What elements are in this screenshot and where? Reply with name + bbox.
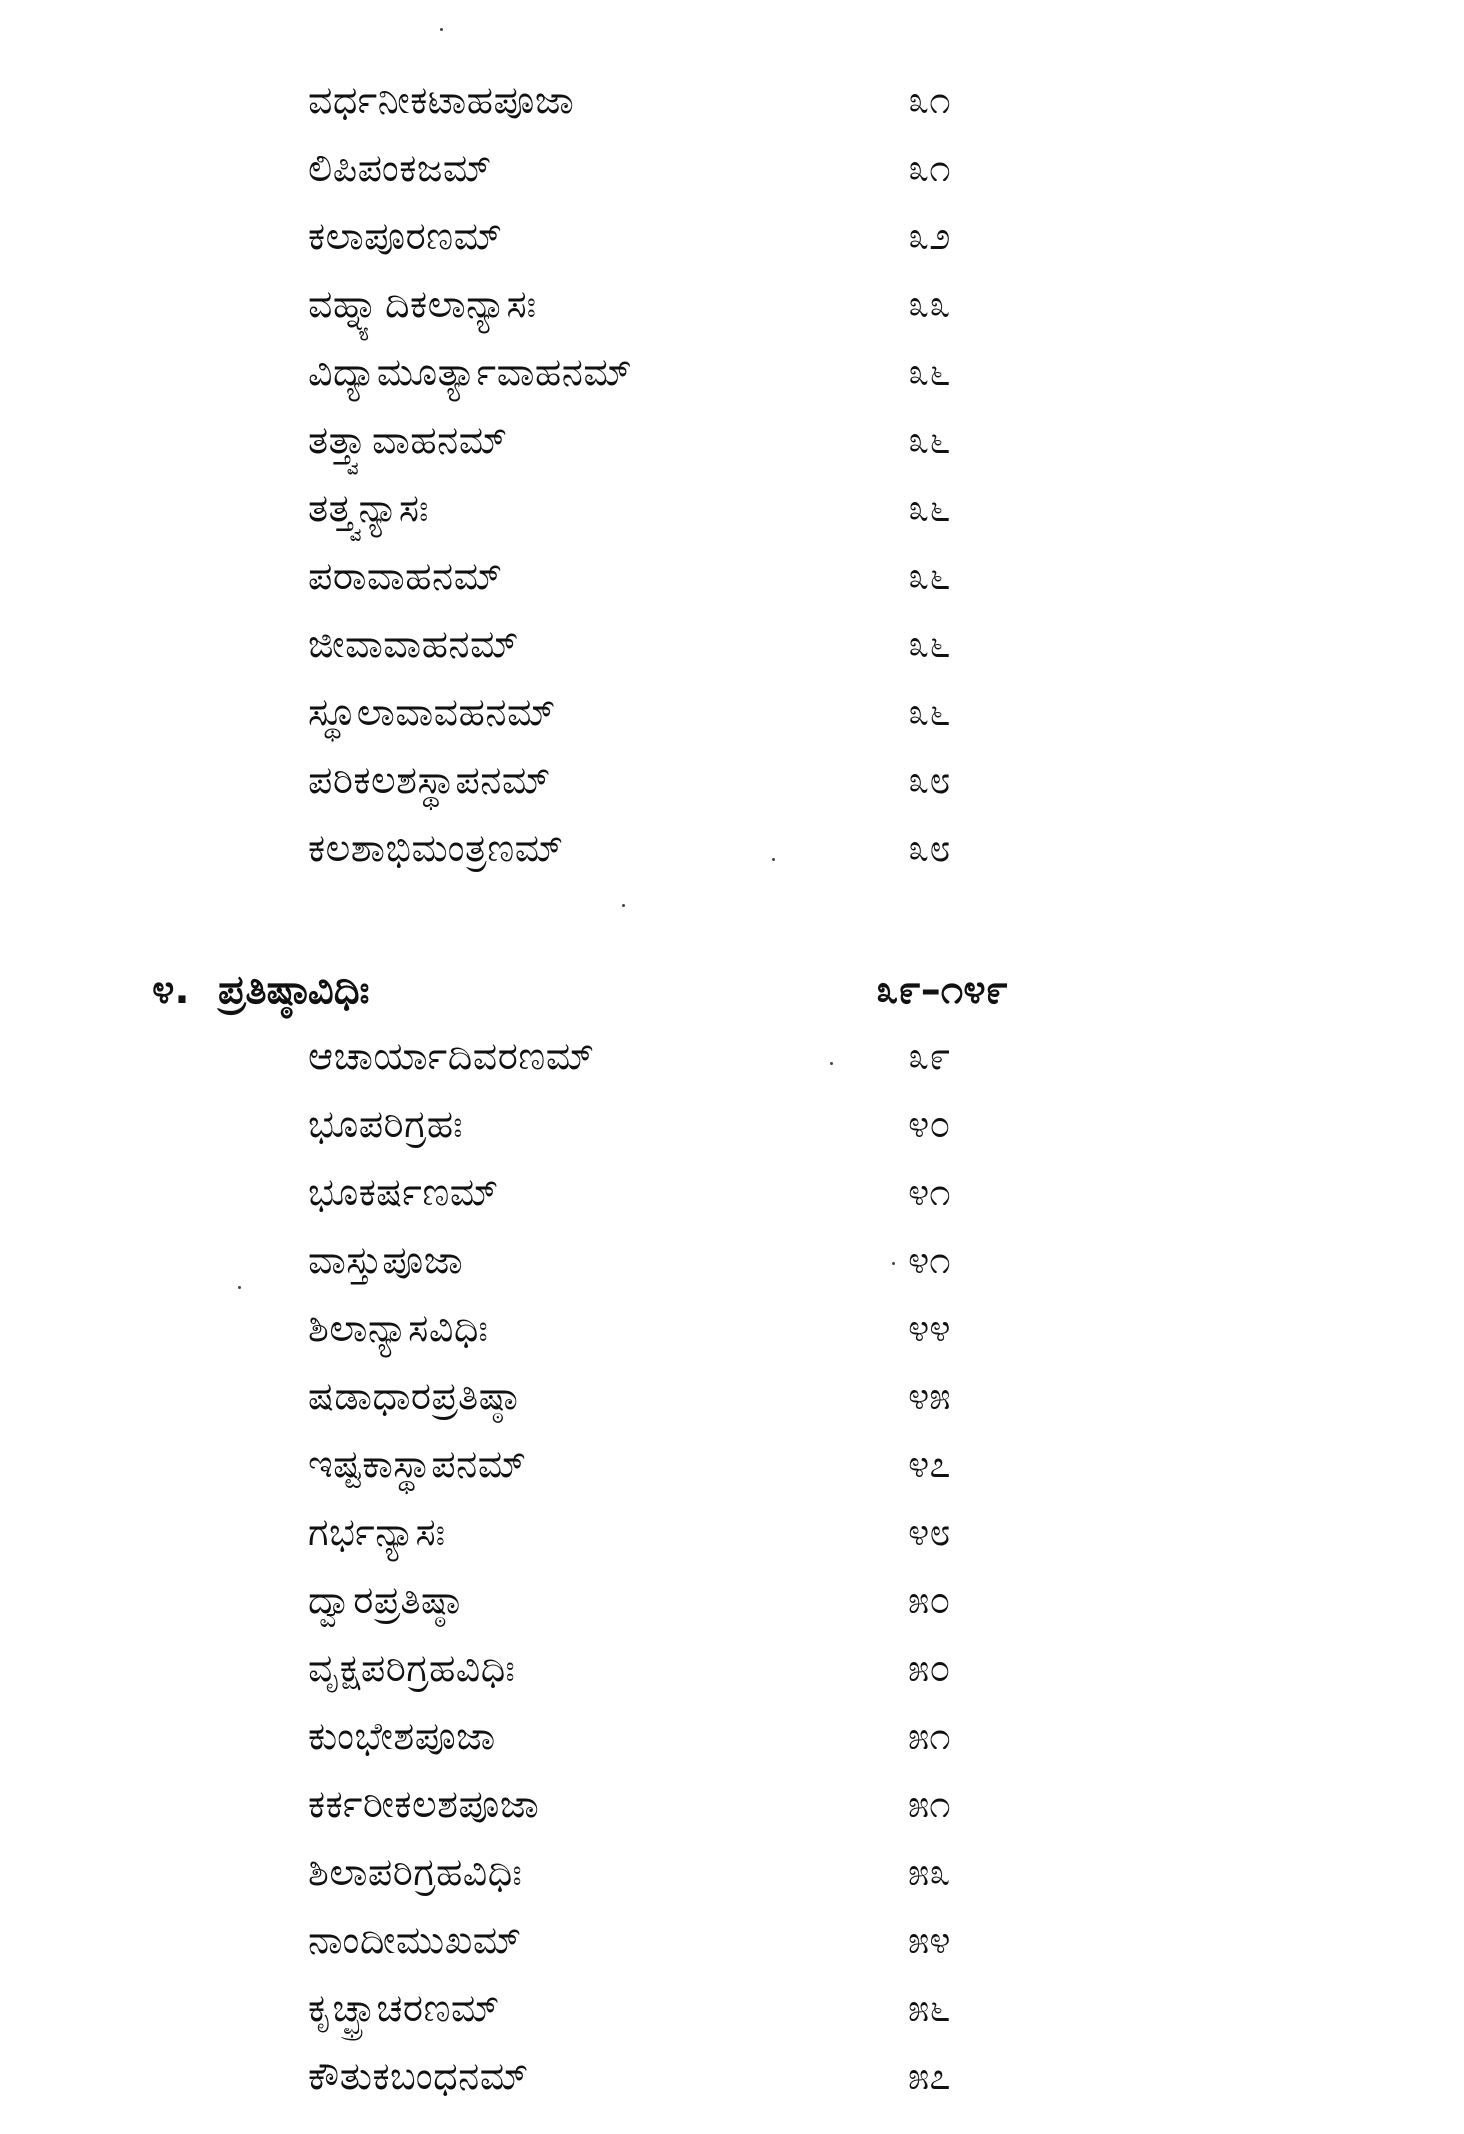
entry-title: ಷಡಾಧಾರಪ್ರತಿಷ್ಠಾ	[308, 1374, 519, 1418]
entry-title: ಇಷ್ಟಕಾಸ್ಥಾಪನಮ್	[308, 1442, 527, 1486]
toc-entry	[0, 480, 1464, 536]
scan-speck	[238, 1286, 241, 1289]
toc-entry	[0, 684, 1464, 740]
entry-page-number: ೫೦	[908, 1646, 951, 1690]
toc-entry	[0, 548, 1464, 604]
entry-title: ಕರ್ಕರೀಕಲಶಪೂಜಾ	[308, 1782, 540, 1826]
toc-entry	[0, 1368, 1464, 1424]
entry-title: ಭೂಪರಿಗ್ರಹಃ	[308, 1102, 464, 1146]
section-title: ಪ್ರತಿಷ್ಠಾವಿಧಿಃ	[218, 967, 370, 1013]
entry-page-number: ೫೧	[908, 1782, 951, 1826]
scan-speck	[892, 1262, 895, 1265]
toc-entry	[0, 1300, 1464, 1356]
entry-page-number: ೪೦	[908, 1102, 951, 1146]
entry-page-number: ೩೮	[908, 758, 951, 802]
toc-entry	[0, 344, 1464, 400]
entry-page-number: ೩೯	[908, 1034, 951, 1078]
toc-entry	[0, 1028, 1464, 1084]
section-number: ೪.	[152, 967, 190, 1013]
entry-page-number: ೩೬	[908, 554, 951, 598]
entry-title: ಜೀವಾವಾಹನಮ್	[308, 622, 520, 666]
toc-entry	[0, 208, 1464, 264]
toc-entry	[0, 72, 1464, 128]
section-heading	[0, 960, 1464, 1020]
entry-page-number: ೪೧	[908, 1170, 951, 1214]
entry-title: ನಾಂದೀಮುಖಮ್	[308, 1918, 522, 1962]
entry-title: ವರ್ಧನೀಕಟಾಹಪೂಜಾ	[308, 78, 575, 122]
entry-title: ಲಿಪಿಪಂಕಜಮ್	[308, 146, 492, 190]
entry-page-number: ೪೫	[908, 1374, 951, 1418]
toc-entry	[0, 1096, 1464, 1152]
entry-title: ಪರಿಕಲಶಸ್ಥಾಪನಮ್	[308, 758, 551, 802]
toc-entry	[0, 1708, 1464, 1764]
entry-title: ಕೌತುಕಬಂಧನಮ್	[308, 2054, 529, 2098]
entry-page-number: ೩೬	[908, 486, 951, 530]
entry-page-number: ೩೧	[908, 78, 951, 122]
entry-page-number: ೪೭	[908, 1442, 951, 1486]
toc-entry	[0, 276, 1464, 332]
toc-entry	[0, 1640, 1464, 1696]
toc-entry	[0, 1912, 1464, 1968]
entry-title: ಶಿಲಾಪರಿಗ್ರಹವಿಧಿಃ	[308, 1850, 523, 1894]
toc-entry	[0, 820, 1464, 876]
toc-entry	[0, 752, 1464, 808]
entry-title: ತತ್ತ್ವಾವಾಹನಮ್	[308, 418, 508, 462]
toc-entry	[0, 1164, 1464, 1220]
entry-page-number: ೫೭	[908, 2054, 951, 2098]
entry-title: ಕಲಶಾಭಿಮಂತ್ರಣಮ್	[308, 826, 564, 870]
entry-page-number: ೫೪	[908, 1918, 951, 1962]
entry-page-number: ೩೨	[908, 214, 951, 258]
entry-page-number: ೩೮	[908, 826, 951, 870]
toc-entry	[0, 1572, 1464, 1628]
entry-title: ಕಲಾಪೂರಣಮ್	[308, 214, 503, 258]
entry-title: ಭೂಕರ್ಷಣಮ್	[308, 1170, 499, 1214]
toc-entry	[0, 412, 1464, 468]
entry-title: ವೃಕ್ಷಪರಿಗ್ರಹವಿಧಿಃ	[308, 1646, 516, 1690]
entry-page-number: ೪೮	[908, 1510, 951, 1554]
toc-entry	[0, 2048, 1464, 2104]
entry-page-number: ೩೬	[908, 622, 951, 666]
entry-title: ತತ್ತ್ವನ್ಯಾಸಃ	[308, 486, 429, 530]
entry-title: ವಹ್ನ್ಯಾದಿಕಲಾನ್ಯಾಸಃ	[308, 282, 537, 326]
entry-page-number: ೪೪	[908, 1306, 951, 1350]
entry-page-number: ೩೬	[908, 350, 951, 394]
entry-page-number: ೫೦	[908, 1578, 951, 1622]
entry-page-number: ೩೬	[908, 690, 951, 734]
entry-page-number: ೫೩	[908, 1850, 951, 1894]
entry-title: ಆಚಾರ್ಯಾದಿವರಣಮ್	[308, 1034, 595, 1078]
entry-page-number: ೩೩	[908, 282, 951, 326]
entry-title: ಗರ್ಭನ್ಯಾಸಃ	[308, 1510, 446, 1554]
toc-entry	[0, 616, 1464, 672]
entry-page-number: ೫೬	[908, 1986, 951, 2030]
entry-title: ಕೃಚ್ಛ್ರಾಚರಣಮ್	[308, 1986, 500, 2030]
toc-entry	[0, 1844, 1464, 1900]
scan-speck	[622, 904, 625, 907]
entry-title: ಸ್ಥೂಲಾವಾವಹನಮ್	[308, 690, 556, 734]
entry-title: ವಿದ್ಯಾಮೂರ್ತ್ಯಾವಾಹನಮ್	[308, 350, 633, 394]
toc-entry	[0, 1504, 1464, 1560]
entry-page-number: ೩೬	[908, 418, 951, 462]
entry-title: ಪರಾವಾಹನಮ್	[308, 554, 503, 598]
entry-title: ದ್ವಾರಪ್ರತಿಷ್ಠಾ	[308, 1578, 461, 1622]
scan-speck	[830, 1062, 833, 1065]
section-page-range: ೩೯–೧೪೯	[876, 967, 1008, 1013]
entry-page-number: ೩೧	[908, 146, 951, 190]
entry-title: ವಾಸ್ತುಪೂಜಾ	[308, 1238, 464, 1282]
entry-title: ಕುಂಭೇಶಪೂಜಾ	[308, 1714, 496, 1758]
scan-speck	[440, 28, 443, 31]
toc-entry	[0, 1232, 1464, 1288]
toc-entry	[0, 1776, 1464, 1832]
toc-entry	[0, 140, 1464, 196]
toc-entry	[0, 1436, 1464, 1492]
entry-title: ಶಿಲಾನ್ಯಾಸವಿಧಿಃ	[308, 1306, 489, 1350]
toc-entry	[0, 1980, 1464, 2036]
entry-page-number: ೫೧	[908, 1714, 951, 1758]
scan-speck	[772, 858, 775, 861]
entry-page-number: ೪೧	[908, 1238, 951, 1282]
